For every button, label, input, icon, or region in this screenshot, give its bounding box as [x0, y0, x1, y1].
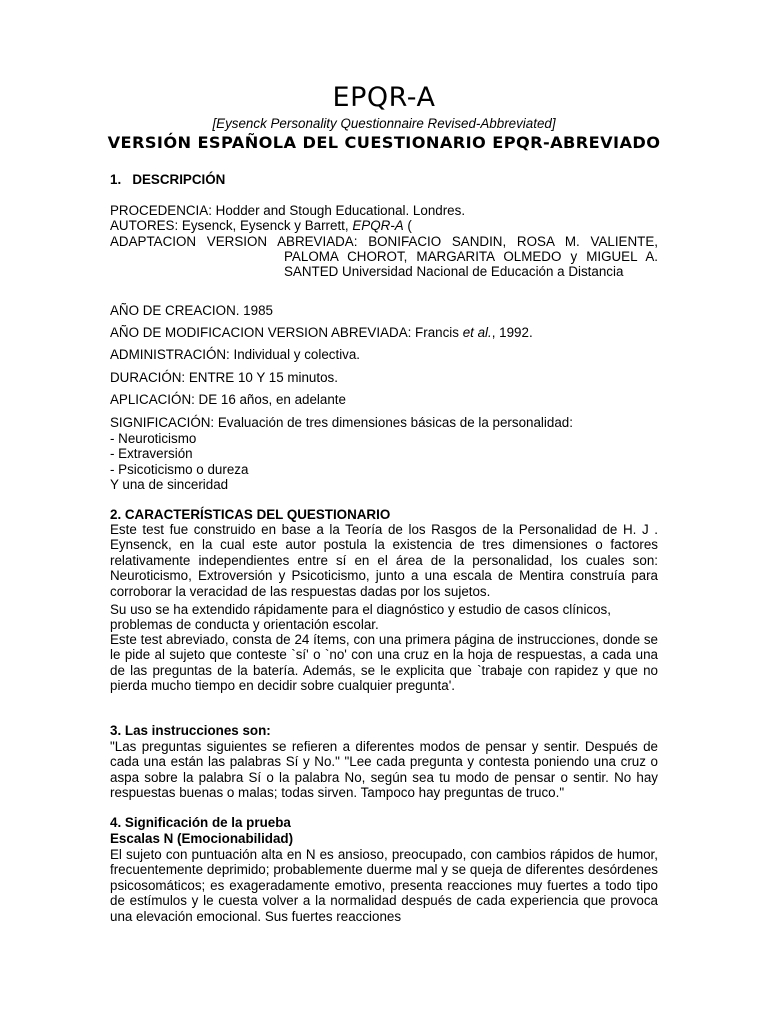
aplicacion-line: APLICACIÓN: DE 16 años, en adelante [110, 392, 346, 407]
procedencia-line: PROCEDENCIA: Hodder and Stough Educational. Londres. [110, 203, 466, 218]
list-item: Y una de sinceridad [110, 477, 229, 493]
section-1-title: 1. DESCRIPCIÓN [110, 172, 226, 187]
adaptacion-line-2: PALOMA CHOROT, MARGARITA OLMEDO y MIGUEL A. [284, 249, 658, 264]
autores-paren: ( [403, 218, 412, 233]
document-title: EPQR-A [332, 82, 436, 113]
section-2-paragraph-3: Este test abreviado, consta de 24 ítems, con una primera página de instrucciones, donde se le pide al sujeto que conteste `sí' o `no' con una cruz en la hoja de respuestas, a cada una de las preguntas de la batería. Además, se le explicita que `trabaje con rapidez y que no pierda mucho tiempo en decidir sobre cualquier pregunta'. [110, 632, 658, 694]
modificacion-etal: et al. [462, 325, 492, 340]
section-3-title: 3. Las instrucciones son: [110, 723, 271, 738]
document-heading: VERSIÓN ESPAÑOLA DEL CUESTIONARIO EPQR-ABREVIADO [107, 133, 661, 152]
dimensions-list [110, 431, 658, 493]
section-4-title: 4. Significación de la prueba [110, 815, 291, 830]
section-2-paragraph-2: Su uso se ha extendido rápidamente para el diagnóstico y estudio de casos clínicos, problemas de conducta y orientación escolar. [110, 602, 611, 633]
list-item: - Extraversión [110, 446, 193, 462]
modificacion-line [110, 325, 658, 340]
document-subtitle: [Eysenck Personality Questionnaire Revised-Abbreviated] [212, 116, 556, 131]
section-4-paragraph: El sujeto con puntuación alta en N es ansioso, preocupado, con cambios rápidos de humor, frecuentemente deprimido; probablemente duerme mal y se queja de diferentes desórdenes psicosomáticos; es exageradamente emotivo, presenta reacciones muy fuertes a todo tipo de estímulos y le cuesta volver a la normalidad después de cada experiencia que provoca una elevación emocional. Sus fuertes reacciones [110, 847, 658, 924]
autores-text: AUTORES: Eysenck, Eysenck y Barrett, [110, 218, 353, 233]
significacion-line: SIGNIFICACIÓN: Evaluación de tres dimensiones básicas de la personalidad: [110, 415, 573, 430]
list-item: - Psicoticismo o dureza [110, 461, 249, 477]
adaptacion-line-1: ADAPTACION VERSION ABREVIADA: BONIFACIO SANDIN, ROSA M. VALIENTE, [110, 234, 658, 249]
autores-line [110, 218, 658, 233]
adaptacion-line-3: SANTED Universidad Nacional de Educación a Distancia [284, 264, 624, 279]
autores-epqr: EPQR-A [352, 218, 404, 233]
modificacion-year: , 1992. [491, 325, 533, 340]
section-2-paragraph-1: Este test fue construido en base a la Teoría de los Rasgos de la Personalidad de H. J . Eynsenck, en la cual este autor postula la existencia de tres dimensiones o factores relativamente independientes entre sí en el área de la personalidad, los cuales son: Neuroticismo, Extroversión y Psicoticismo, junto a una escala de Mentira construía para corroborar la veracidad de las respuestas dadas por los sujetos. [110, 522, 658, 599]
modificacion-text: AÑO DE MODIFICACION VERSION ABREVIADA: Francis [110, 325, 463, 340]
section-3-paragraph: "Las preguntas siguientes se refieren a diferentes modos de pensar y sentir. Después de cada una están las palabras Sí y No." "Lee cada pregunta y contesta poniendo una cruz o aspa sobre la palabra Sí o la palabra No, según sea tu modo de pensar o sentir. No hay respuestas buenas o malas; todas sirven. Tampoco hay preguntas de truco." [110, 739, 658, 801]
duracion-line: DURACIÓN: ENTRE 10 Y 15 minutos. [110, 370, 338, 385]
list-item: - Neuroticismo [110, 431, 197, 446]
administracion-line: ADMINISTRACIÓN: Individual y colectiva. [110, 347, 361, 362]
section-4-subtitle: Escalas N (Emocionabilidad) [110, 831, 294, 846]
section-2-title: 2. CARACTERÍSTICAS DEL QUESTIONARIO [110, 507, 391, 522]
creacion-line: AÑO DE CREACION. 1985 [110, 303, 273, 318]
